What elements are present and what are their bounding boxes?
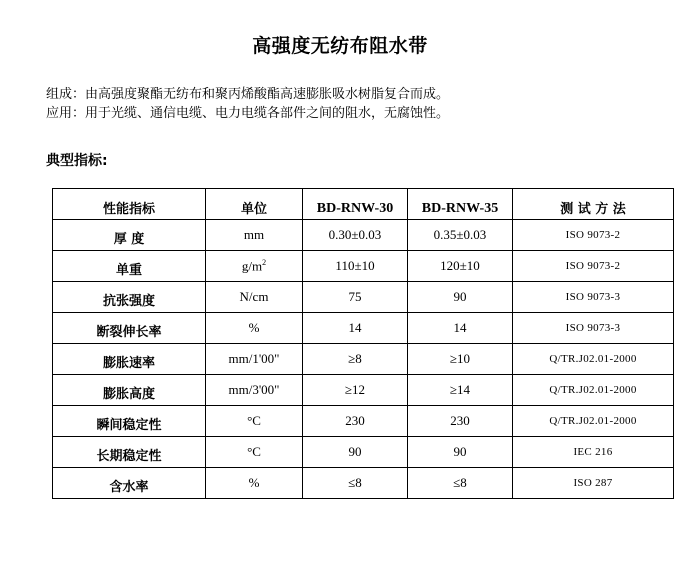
page-title: 高强度无纺布阻水带 (252, 35, 428, 57)
header-test-method: 测 试 方 法 (513, 189, 674, 220)
table-row (53, 282, 674, 313)
spec-table (52, 188, 674, 499)
param-cell: 瞬间稳定性 (53, 406, 206, 437)
param-cell: 厚 度 (53, 220, 206, 251)
value-35-cell: 230 (408, 406, 513, 437)
method-cell: ISO 9073-2 (513, 251, 674, 282)
application-text: 应用：用于光缆、通信电缆、电力电缆各部件之间的阻水，无腐蚀性。 (46, 106, 450, 121)
unit-cell: % (206, 468, 303, 499)
method-cell: Q/TR.J02.01-2000 (513, 406, 674, 437)
method-cell: Q/TR.J02.01-2000 (513, 344, 674, 375)
table-row (53, 375, 674, 406)
unit-base: g/m (241, 258, 263, 274)
value-30-cell: ≤8 (303, 468, 408, 499)
value-30-cell: 230 (303, 406, 408, 437)
unit-cell: °C (206, 406, 303, 437)
header-unit: 单位 (206, 189, 303, 220)
method-cell: IEC 216 (513, 437, 674, 468)
section-heading: 典型指标: (46, 153, 108, 169)
value-35-cell: 90 (408, 437, 513, 468)
param-cell: 含水率 (53, 468, 206, 499)
value-35-cell: ≥10 (408, 344, 513, 375)
method-cell: ISO 9073-2 (513, 220, 674, 251)
method-cell: ISO 287 (513, 468, 674, 499)
header-bd-rnw-30: BD-RNW-30 (303, 189, 408, 220)
table-row (53, 251, 674, 282)
method-cell: ISO 9073-3 (513, 313, 674, 344)
table-row (53, 344, 674, 375)
value-35-cell: 0.35±0.03 (408, 220, 513, 251)
unit-cell: mm/3'00" (206, 375, 303, 406)
header-bd-rnw-35: BD-RNW-35 (408, 189, 513, 220)
param-cell: 膨胀高度 (53, 375, 206, 406)
value-30-cell: ≥12 (303, 375, 408, 406)
unit-superscript: 2 (262, 257, 267, 267)
value-30-cell: 0.30±0.03 (303, 220, 408, 251)
table-row (53, 220, 674, 251)
param-cell: 单重 (53, 251, 206, 282)
table-row (53, 406, 674, 437)
unit-cell (206, 251, 303, 282)
table-row (53, 437, 674, 468)
param-cell: 断裂伸长率 (53, 313, 206, 344)
table-row (53, 468, 674, 499)
value-35-cell: ≥14 (408, 375, 513, 406)
value-30-cell: 90 (303, 437, 408, 468)
param-cell: 长期稳定性 (53, 437, 206, 468)
unit-cell: mm/1'00" (206, 344, 303, 375)
method-cell: ISO 9073-3 (513, 282, 674, 313)
table-row (53, 313, 674, 344)
value-35-cell: ≤8 (408, 468, 513, 499)
param-cell: 抗张强度 (53, 282, 206, 313)
method-cell: Q/TR.J02.01-2000 (513, 375, 674, 406)
value-30-cell: 110±10 (303, 251, 408, 282)
unit-cell: mm (206, 220, 303, 251)
value-30-cell: ≥8 (303, 344, 408, 375)
unit-cell: °C (206, 437, 303, 468)
unit-cell: N/cm (206, 282, 303, 313)
composition-text: 组成：由高强度聚酯无纺布和聚丙烯酸酯高速膨胀吸水树脂复合而成。 (46, 87, 450, 102)
table-header-row (53, 189, 674, 220)
value-35-cell: 14 (408, 313, 513, 344)
value-35-cell: 90 (408, 282, 513, 313)
header-param: 性能指标 (53, 189, 206, 220)
param-cell: 膨胀速率 (53, 344, 206, 375)
value-30-cell: 75 (303, 282, 408, 313)
unit-cell: % (206, 313, 303, 344)
value-30-cell: 14 (303, 313, 408, 344)
value-35-cell: 120±10 (408, 251, 513, 282)
